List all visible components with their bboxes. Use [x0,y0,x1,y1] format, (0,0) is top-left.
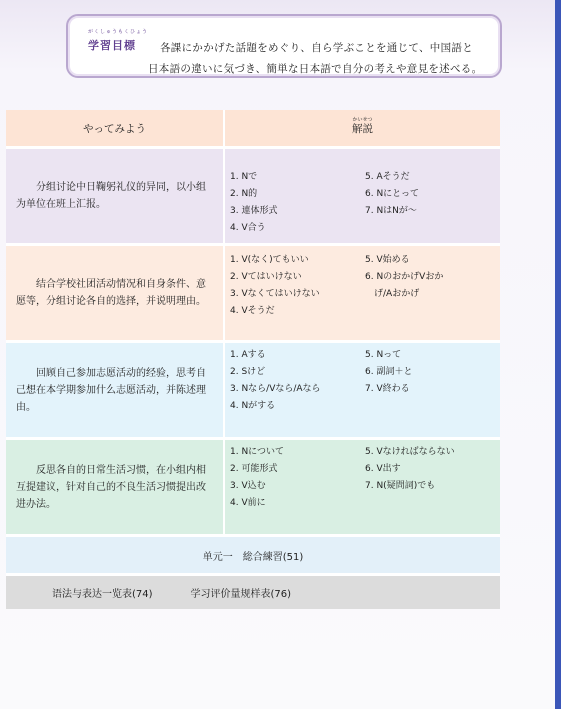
learning-goal-box [66,14,502,78]
grammar-item: 2. 可能形式 [230,464,278,474]
table-row [6,246,500,343]
grammar-item: 4. V合う [230,223,266,233]
grammar-item: 2. N的 [230,189,258,199]
unit-summary-row: 单元一 総合練習(51) [6,537,500,576]
grammar-item: 6. NのおかげVおか [365,272,444,282]
task-text: 回顾自己参加志愿活动的经验，思考自己想在本学期参加什么志愿活动，并陈述理由。 [6,343,225,437]
grammar-item: 5. Vなければならない [365,447,455,457]
learning-goal-text: 各課にかかげた話題をめぐり、自ら学ぶことを通じて、中国語と 日本語の違いに気づき、簡単な日本語で自分の考えや意見を述べる。 [148,42,483,75]
grammar-item: 6. 副詞＋と [365,367,413,377]
grammar-item: 1. V(なく)てもいい [230,255,309,265]
grammar-item: 6. V出す [365,464,401,474]
grammar-item: 3. Nなら/Vなら/Aなら [230,384,321,394]
grammar-item: 1. Nで [230,172,258,182]
task-text: 分组讨论中日鞠躬礼仪的异同，以小组为单位在班上汇报。 [6,149,225,243]
grammar-item: 2. Vてはいけない [230,272,302,282]
grammar-item: 3. V込む [230,481,266,491]
table-row [6,149,500,246]
right-edge-bar [555,0,561,709]
grammar-item: 6. Nにとって [365,189,420,199]
grammar-item: 1. Nについて [230,447,285,457]
grammar-item: 7. V終わる [365,384,410,394]
grammar-item: 5. V始める [365,255,410,265]
appendix-grammar-list: 语法与表达一览表(74) [52,589,153,600]
grammar-item: 4. Nがする [230,401,276,411]
grammar-item: 4. Vそうだ [230,306,275,316]
grammar-items [225,246,500,340]
grammar-item: 7. N(疑問詞)でも [365,481,436,491]
grammar-item: 3. 連体形式 [230,206,278,216]
header-explanation: かいせつ 解説 [352,117,373,135]
task-text: 反思各自的日常生活习惯，在小组内相互提建议，针对自己的不良生活习惯提出改进办法。 [6,440,225,534]
table-row [6,440,500,537]
content-table [6,110,500,609]
learning-goal-ruby: がくしゅうもくひょう [88,29,149,35]
grammar-items [225,440,500,534]
task-text: 结合学校社团活动情况和自身条件、意愿等，分组讨论各自的选择，并说明理由。 [6,246,225,340]
appendix-row [6,576,500,609]
grammar-item: 7. NはNが～ [365,206,417,216]
grammar-items [225,149,500,243]
header-try-it: やってみよう [6,110,225,146]
learning-goal-label: がくしゅうもくひょう 学習目標 [88,29,149,52]
grammar-item: 4. V前に [230,498,266,508]
grammar-item: 5. Nって [365,350,402,360]
grammar-item: 5. Aそうだ [365,172,410,182]
grammar-item: 1. Aする [230,350,266,360]
grammar-item: 2. Sけど [230,367,266,377]
grammar-item: 3. Vなくてはいけない [230,289,320,299]
grammar-item: げ/Aおかげ [365,289,420,299]
header-explanation-ruby: かいせつ [352,117,373,123]
appendix-rubric: 学习评价量规样表(76) [190,589,292,600]
table-row [6,343,500,440]
table-header-row [6,110,500,149]
grammar-items [225,343,500,437]
